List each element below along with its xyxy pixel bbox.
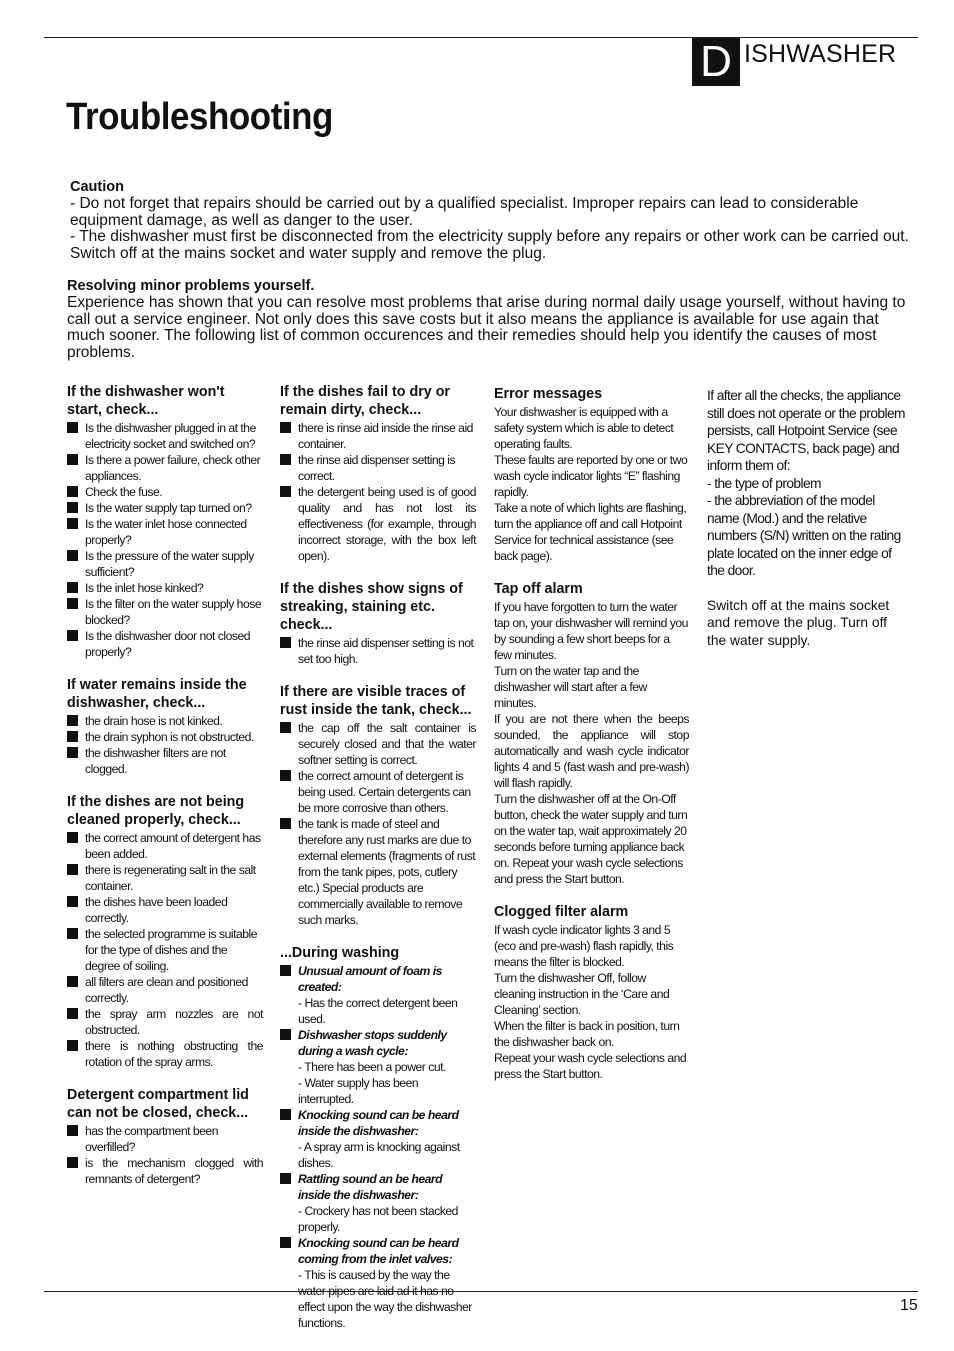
list-item: there is rinse aid inside the rinse aid container. [280, 420, 476, 452]
section-not-cleaned [67, 793, 263, 1070]
page-number: 15 [900, 1297, 918, 1314]
bullet-icon [280, 722, 291, 733]
bullet-icon [67, 1040, 78, 1051]
section-streaking [280, 580, 476, 667]
section-initial: D [692, 38, 740, 86]
list-item: the dishes have been loaded correctly. [67, 894, 263, 926]
list-item: Rattling sound an be heard inside the dishwasher: - Crockery has not been stacked properly. [280, 1171, 476, 1235]
section-heading: Error messages [494, 386, 603, 402]
bullet-icon [67, 598, 78, 609]
paragraph: - the abbreviation of the model name (Mod.) and the relative numbers (S/N) written on the rating plate located on the inner edge of the door. [707, 493, 901, 578]
paragraph: - the type of problem [707, 475, 821, 491]
section-lid [67, 1086, 263, 1187]
paragraph: When the filter is back in position, turn the dishwasher back on. [494, 1019, 680, 1049]
list-item: Dishwasher stops suddenly during a wash cycle: - There has been a power cut. - Water supply has been interrupted. [280, 1027, 476, 1107]
caution-line: - The dishwasher must first be disconnected from the electricity supply before any repairs or other work can be carried out. Switch off at the mains socket and water supply and remove the plug. [70, 228, 909, 263]
section-clogged-filter [494, 903, 689, 1082]
section-heading: If the dishes are not being cleaned properly, check... [67, 794, 245, 828]
bullet-icon [67, 832, 78, 843]
page-title: Troubleshooting [66, 96, 333, 138]
section-fail-dry [280, 383, 476, 564]
list-item: the drain syphon is not obstructed. [67, 729, 263, 745]
list-item: Is the water supply tap turned on? [67, 500, 263, 516]
bullet-icon [67, 454, 78, 465]
paragraph: These faults are reported by one or two wash cycle indicator lights “E” flashing rapidly. [494, 453, 688, 499]
paragraph: Repeat your wash cycle selections and press the Start button. [494, 1051, 687, 1081]
bullet-icon [67, 630, 78, 641]
bullet-icon [67, 582, 78, 593]
list-item: the spray arm nozzles are not obstructed. [67, 1006, 263, 1038]
bullet-icon [280, 1029, 291, 1040]
paragraph: Switch off at the mains socket and remove the plug. Turn off the water supply. [707, 597, 890, 648]
bullet-icon [67, 550, 78, 561]
section-rust [280, 683, 476, 928]
bullet-icon [67, 502, 78, 513]
paragraph: If wash cycle indicator lights 3 and 5 (eco and pre-wash) flash rapidly, this means the filter is blocked. [494, 923, 674, 969]
bullet-icon [67, 864, 78, 875]
list-item: Knocking sound can be heard coming from the inlet valves: - This is caused by the way the water pipes are laid ad it has no effect upon the way the dishwasher functions. [280, 1235, 476, 1331]
section-header [692, 38, 896, 86]
section-heading: If there are visible traces of rust inside the tank, check... [280, 684, 472, 718]
section-heading: If the dishes show signs of streaking, staining etc. check... [280, 581, 463, 633]
section-wont-start [67, 383, 263, 660]
paragraph: Take a note of which lights are flashing, turn the appliance off and call Hotpoint Service for technical assistance (see back page). [494, 501, 687, 563]
bullet-icon [280, 486, 291, 497]
section-heading: If water remains inside the dishwasher, check... [67, 677, 247, 711]
bullet-icon [280, 1237, 291, 1248]
bullet-icon [280, 818, 291, 829]
bullet-icon [280, 637, 291, 648]
resolving-text: Experience has shown that you can resolve most problems that arise during normal daily usage yourself, without having to call out a service engineer. Not only does this save costs but it also means the appliance is available for use again that much sooner. The following list of common occurences and their remedies should help you identify the causes of most problems. [67, 293, 906, 362]
paragraph: If you have forgotten to turn the water tap on, your dishwasher will remind you by sounding a few short beeps for a few minutes. [494, 600, 688, 662]
bullet-icon [67, 518, 78, 529]
bottom-rule [44, 1291, 918, 1292]
caution-block [70, 179, 915, 263]
section-name: ISHWASHER [744, 40, 897, 68]
section-water-remains [67, 676, 263, 777]
list-item: Unusual amount of foam is created: - Has the correct detergent been used. [280, 963, 476, 1027]
list-item: the correct amount of detergent has been added. [67, 830, 263, 862]
bullet-icon [67, 928, 78, 939]
resolving-heading: Resolving minor problems yourself. [67, 278, 315, 294]
paragraph: Your dishwasher is equipped with a safety system which is able to detect operating faults. [494, 405, 674, 451]
bullet-icon [280, 1109, 291, 1120]
section-heading: If the dishes fail to dry or remain dirty, check... [280, 384, 450, 418]
bullet-icon [67, 1125, 78, 1136]
section-heading: Detergent compartment lid can not be closed, check... [67, 1087, 249, 1121]
list-item: Is the filter on the water supply hose blocked? [67, 596, 263, 628]
bullet-icon [67, 422, 78, 433]
paragraph: Turn on the water tap and the dishwasher will start after a few minutes. [494, 664, 647, 710]
bullet-icon [280, 422, 291, 433]
list-item: all filters are clean and positioned correctly. [67, 974, 263, 1006]
bullet-icon [280, 454, 291, 465]
section-heading: If the dishwasher won't start, check... [67, 384, 225, 418]
list-item: Is the pressure of the water supply sufficient? [67, 548, 263, 580]
list-item: the dishwasher filters are not clogged. [67, 745, 263, 777]
list-item: Is the dishwasher plugged in at the electricity socket and switched on? [67, 420, 263, 452]
bullet-icon [67, 976, 78, 987]
list-item: the correct amount of detergent is being used. Certain detergents can be more corrosive than others. [280, 768, 476, 816]
list-item: there is nothing obstructing the rotation of the spray arms. [67, 1038, 263, 1070]
list-item: Is the water inlet hose connected properly? [67, 516, 263, 548]
paragraph: Turn the dishwasher Off, follow cleaning instruction in the ‘Care and Cleaning’ section. [494, 971, 670, 1017]
paragraph: If you are not there when the beeps sounded, the appliance will stop automatically and wash cycle indicator lights 4 and 5 (fast wash and pre-wash) will flash rapidly. [494, 712, 689, 790]
paragraph: If after all the checks, the appliance still does not operate or the problem persists, call Hotpoint Service (see KEY CONTACTS, back page) and inform them of: [707, 388, 905, 473]
list-item: the rinse aid dispenser setting is correct. [280, 452, 476, 484]
section-heading: Tap off alarm [494, 581, 583, 597]
bullet-icon [67, 747, 78, 758]
resolving-block [67, 278, 912, 362]
bullet-icon [67, 1157, 78, 1168]
list-item: Is there a power failure, check other appliances. [67, 452, 263, 484]
list-item: is the mechanism clogged with remnants of detergent? [67, 1155, 263, 1187]
list-item: there is regenerating salt in the salt container. [67, 862, 263, 894]
list-item: the rinse aid dispenser setting is not set too high. [280, 635, 476, 667]
bullet-icon [67, 896, 78, 907]
column-4 [707, 387, 907, 649]
list-item: the cap off the salt container is securely closed and that the water softner setting is correct. [280, 720, 476, 768]
paragraph: Turn the dishwasher off at the On-Off button, check the water supply and turn on the water tap, wait approximately 20 seconds before turning appliance back on. Repeat your wash cycle selections and press the Start button. [494, 792, 688, 886]
list-item: Is the dishwasher door not closed properly? [67, 628, 263, 660]
caution-heading: Caution [70, 179, 124, 195]
section-error-messages [494, 385, 689, 564]
bullet-icon [67, 731, 78, 742]
list-item: the detergent being used is of good quality and has not lost its effectiveness (for example, through incorrect storage, with the box left open). [280, 484, 476, 564]
section-during-washing [280, 944, 476, 1331]
list-item: the drain hose is not kinked. [67, 713, 263, 729]
section-tap-off-alarm [494, 580, 689, 887]
bullet-icon [280, 965, 291, 976]
column-2 [280, 383, 476, 1347]
section-heading: ...During washing [280, 945, 400, 961]
bullet-icon [67, 715, 78, 726]
bullet-icon [280, 770, 291, 781]
list-item: Is the inlet hose kinked? [67, 580, 263, 596]
section-heading: Clogged filter alarm [494, 904, 629, 920]
bullet-icon [67, 1008, 78, 1019]
list-item: Knocking sound can be heard inside the dishwasher: - A spray arm is knocking against dishes. [280, 1107, 476, 1171]
list-item: the selected programme is suitable for the type of dishes and the degree of soiling. [67, 926, 263, 974]
caution-line: - Do not forget that repairs should be carried out by a qualified specialist. Improper repairs can lead to considerable equipment damage, as well as danger to the user. [70, 194, 859, 229]
bullet-icon [67, 486, 78, 497]
column-3 [494, 385, 689, 1098]
column-1 [67, 383, 263, 1203]
list-item: the tank is made of steel and therefore any rust marks are due to external elements (fragments of rust from the tank pipes, pots, cutlery etc.) Special products are commercially available to remove such marks. [280, 816, 476, 928]
list-item: has the compartment been overfilled? [67, 1123, 263, 1155]
bullet-icon [280, 1173, 291, 1184]
list-item: Check the fuse. [67, 484, 263, 500]
